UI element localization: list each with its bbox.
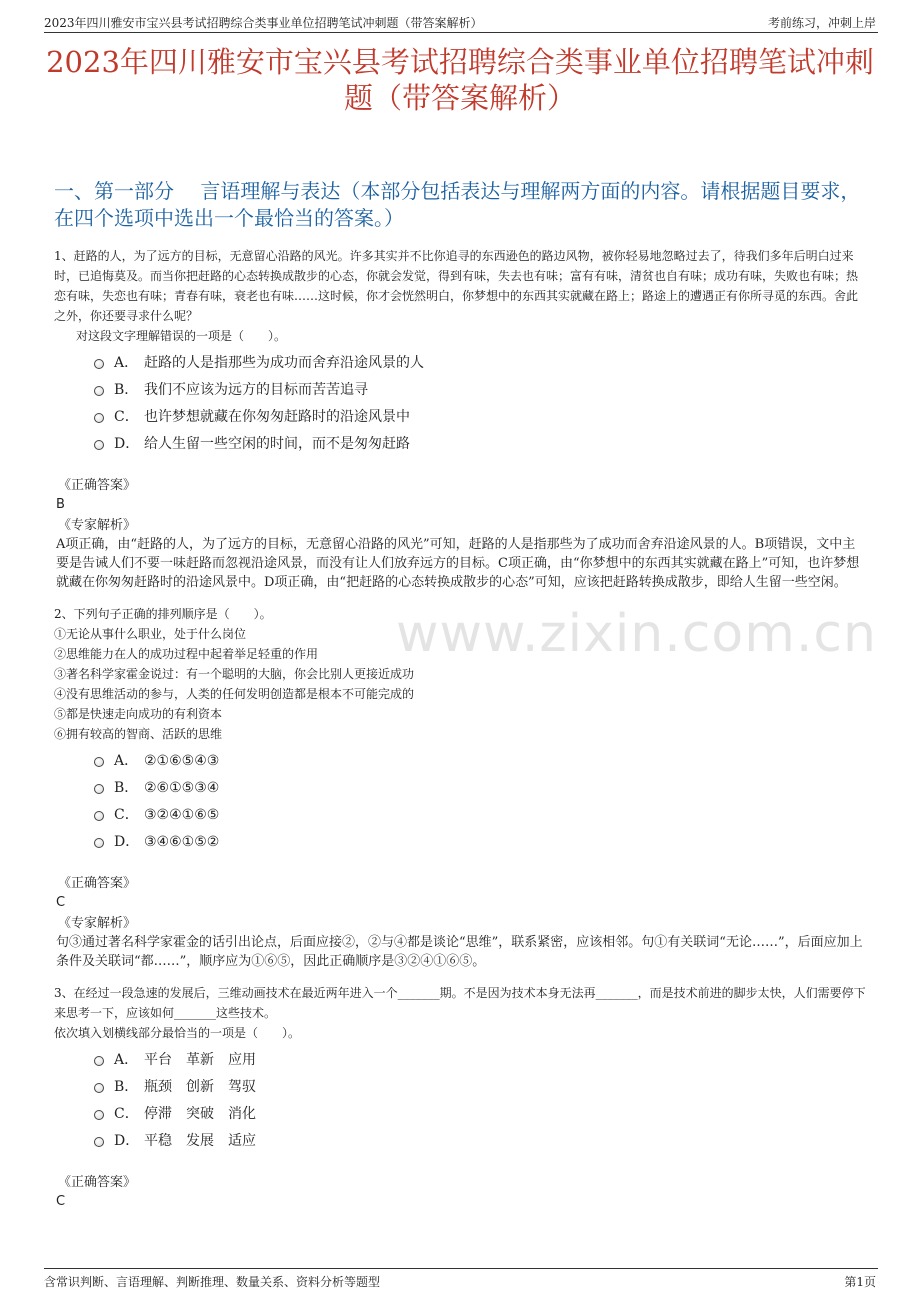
option-d[interactable]: D． 给人生留一些空闲的时间，而不是匆匆赶路 <box>94 431 866 458</box>
page-header <box>44 10 878 33</box>
options-list <box>94 748 866 856</box>
question-stem: 2、下列句子正确的排列顺序是（ ）。 <box>54 607 272 621</box>
question-list <box>54 246 866 1211</box>
page-footer <box>44 1268 878 1293</box>
question-3 <box>54 983 866 1211</box>
radio-icon[interactable] <box>94 1137 104 1147</box>
question-prompt: 对这段文字理解错误的一项是（ ）。 <box>76 329 287 343</box>
sentence-2: ②思维能力在人的成功过程中起着举足轻重的作用 <box>54 647 319 661</box>
explanation: A项正确，由“赶路的人，为了远方的目标，无意留心沿路的风光”可知，赶路的人是指那些为了成功而舍弃沿途风景的人。B项错误，文中主要是告诫人们不要一味赶路而忽视沿途风景，而没有让人们放弃远方的目标。C项正确，由“你梦想中的东西其实就藏在路上”可知，也许梦想就藏在你匆匆赶路时的沿途风景中。D项正确，由“把赶路的心态转换成散步的心态”可知，应该把赶路转换成散步，即给人生留一些空闲。 <box>56 537 860 590</box>
radio-icon[interactable] <box>94 440 104 450</box>
expert-label: 《专家解析》 <box>58 916 137 931</box>
answer-value: C <box>56 895 66 910</box>
question-stem: 3、在经过一段急速的发展后，三维动画技术在最近两年进入一个_______期。不是因为技术本身无法再_______，而是技术前进的脚步太快，人们需要停下来思考一下，应该如何_______这些技术。 <box>54 986 866 1020</box>
option-d[interactable]: D． 平稳 发展 适应 <box>94 1128 866 1155</box>
watermark: www.zixin.com.cn <box>396 604 877 664</box>
radio-icon[interactable] <box>94 1110 104 1120</box>
option-d[interactable]: D． ③④⑥①⑤② <box>94 829 866 856</box>
radio-icon[interactable] <box>94 413 104 423</box>
radio-icon[interactable] <box>94 811 104 821</box>
document-title: 2023年四川雅安市宝兴县考试招聘综合类事业单位招聘笔试冲刺题（带答案解析） <box>46 45 874 115</box>
page-number: 第1页 <box>844 1275 876 1289</box>
option-a[interactable]: A． ②①⑥⑤④③ <box>94 748 866 775</box>
section-title: 一、第一部分 言语理解与表达（本部分包括表达与理解两方面的内容。请根据题目要求，在四个选项中选出一个最恰当的答案。） <box>54 179 861 230</box>
sentence-6: ⑥拥有较高的智商、活跃的思维 <box>54 727 223 741</box>
header-doc-title: 2023年四川雅安市宝兴县考试招聘综合类事业单位招聘笔试冲刺题（带答案解析） <box>44 16 483 30</box>
answer-label: 《正确答案》 <box>58 1175 137 1190</box>
question-stem: 1、赶路的人，为了远方的目标，无意留心沿路的风光。许多其实并不比你追寻的东西逊色的路边风物，被你轻易地忽略过去了，待我们多年后明白过来时，已追悔莫及。而当你把赶路的心态转换成散步的心态，你就会发觉，得到有味，失去也有味；富有有味，清贫也自有味；成功有味，失败也有味；热恋有味，失恋也有味；青春有味，衰老也有味……这时候，你才会恍然明白，你梦想中的东西其实就藏在路上；路途上的遭遇正有你所寻觅的东西。舍此之外，你还要寻求什么呢？ <box>54 249 859 323</box>
options-list <box>94 1047 866 1155</box>
radio-icon[interactable] <box>94 1083 104 1093</box>
radio-icon[interactable] <box>94 359 104 369</box>
explanation: 句③通过著名科学家霍金的话引出论点，后面应接②，②与④都是谈论“思维”，联系紧密，应该相邻。句①有关联词“无论……”，后面应加上条件及关联词“都……”，顺序应为①⑥⑤，因此正确顺序是③②④①⑥⑤。 <box>56 935 863 969</box>
option-b[interactable]: B． ②⑥①⑤③④ <box>94 775 866 802</box>
radio-icon[interactable] <box>94 838 104 848</box>
sentence-4: ④没有思维活动的参与，人类的任何发明创造都是根本不可能完成的 <box>54 687 415 701</box>
footer-note: 含常识判断、言语理解、判断推理、数量关系、资料分析等题型 <box>44 1275 381 1289</box>
expert-label: 《专家解析》 <box>58 518 137 533</box>
sentence-5: ⑤都是快速走向成功的有利资本 <box>54 707 223 721</box>
header-slogan: 考前练习，冲刺上岸 <box>767 16 876 30</box>
answer-label: 《正确答案》 <box>58 478 137 493</box>
question-2 <box>54 604 866 971</box>
question-prompt: 依次填入划横线部分最恰当的一项是（ ）。 <box>54 1026 301 1040</box>
sentence-1: ①无论从事什么职业，处于什么岗位 <box>54 627 247 641</box>
question-1 <box>54 246 866 592</box>
option-b[interactable]: B． 我们不应该为远方的目标而苦苦追寻 <box>94 377 866 404</box>
option-a[interactable]: A． 赶路的人是指那些为成功而舍弃沿途风景的人 <box>94 350 866 377</box>
sentence-3: ③著名科学家霍金说过：有一个聪明的大脑，你会比别人更接近成功 <box>54 667 415 681</box>
option-a[interactable]: A． 平台 革新 应用 <box>94 1047 866 1074</box>
answer-value: C <box>56 1194 66 1209</box>
option-c[interactable]: C． ③②④①⑥⑤ <box>94 802 866 829</box>
options-list <box>94 350 866 458</box>
radio-icon[interactable] <box>94 1056 104 1066</box>
option-c[interactable]: C． 也许梦想就藏在你匆匆赶路时的沿途风景中 <box>94 404 866 431</box>
option-c[interactable]: C． 停滞 突破 消化 <box>94 1101 866 1128</box>
answer-label: 《正确答案》 <box>58 876 137 891</box>
radio-icon[interactable] <box>94 757 104 767</box>
option-b[interactable]: B． 瓶颈 创新 驾驭 <box>94 1074 866 1101</box>
radio-icon[interactable] <box>94 386 104 396</box>
radio-icon[interactable] <box>94 784 104 794</box>
answer-value: B <box>56 497 65 512</box>
